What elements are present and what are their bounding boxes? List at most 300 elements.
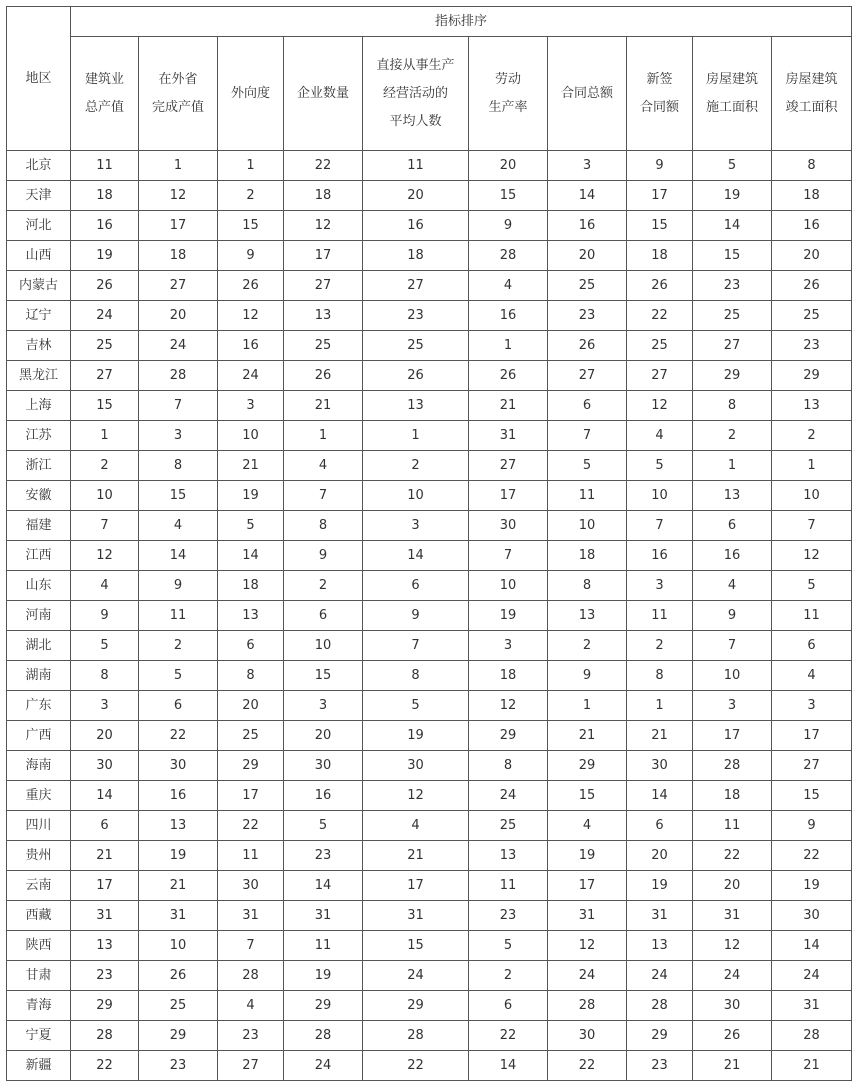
- rank-cell: 5: [284, 811, 363, 841]
- rank-cell: 12: [469, 691, 548, 721]
- rank-cell: 28: [772, 1021, 852, 1051]
- rank-cell: 3: [548, 151, 627, 181]
- rank-cell: 25: [363, 331, 469, 361]
- rank-cell: 9: [469, 211, 548, 241]
- rank-cell: 3: [693, 691, 772, 721]
- rank-cell: 26: [284, 361, 363, 391]
- column-header-row: [7, 37, 852, 151]
- table-row: [7, 601, 852, 631]
- rank-cell: 12: [627, 391, 693, 421]
- rank-cell: 23: [693, 271, 772, 301]
- rank-cell: 18: [469, 661, 548, 691]
- rank-cell: 3: [71, 691, 139, 721]
- rank-cell: 20: [363, 181, 469, 211]
- rank-cell: 9: [139, 571, 218, 601]
- rank-cell: 21: [284, 391, 363, 421]
- table-row: [7, 271, 852, 301]
- rank-cell: 30: [218, 871, 284, 901]
- region-cell: 新疆: [7, 1051, 71, 1081]
- rank-cell: 5: [139, 661, 218, 691]
- column-header-line: 合同总额: [560, 85, 613, 101]
- rank-cell: 14: [139, 541, 218, 571]
- rank-cell: 11: [71, 151, 139, 181]
- rank-cell: 16: [71, 211, 139, 241]
- rank-cell: 22: [139, 721, 218, 751]
- rank-cell: 12: [139, 181, 218, 211]
- rank-cell: 4: [218, 991, 284, 1021]
- rank-cell: 15: [363, 931, 469, 961]
- rank-cell: 9: [284, 541, 363, 571]
- rank-cell: 23: [548, 301, 627, 331]
- rank-cell: 26: [71, 271, 139, 301]
- rank-cell: 5: [218, 511, 284, 541]
- rank-cell: 16: [772, 211, 852, 241]
- table-row: [7, 301, 852, 331]
- region-cell: 江西: [7, 541, 71, 571]
- rank-cell: 2: [139, 631, 218, 661]
- rank-cell: 30: [139, 751, 218, 781]
- rank-cell: 10: [772, 481, 852, 511]
- rank-cell: 2: [548, 631, 627, 661]
- rank-cell: 4: [284, 451, 363, 481]
- table-row: [7, 211, 852, 241]
- rank-cell: 30: [469, 511, 548, 541]
- rank-cell: 30: [627, 751, 693, 781]
- rank-cell: 22: [548, 1051, 627, 1081]
- rank-cell: 31: [218, 901, 284, 931]
- rank-cell: 25: [469, 811, 548, 841]
- rank-cell: 12: [71, 541, 139, 571]
- table-row: [7, 361, 852, 391]
- rank-cell: 1: [218, 151, 284, 181]
- table-row: [7, 841, 852, 871]
- column-header: [363, 37, 469, 151]
- rank-cell: 22: [71, 1051, 139, 1081]
- rank-cell: 23: [218, 1021, 284, 1051]
- column-header-line: 企业数量: [296, 85, 349, 101]
- table-body: [7, 151, 852, 1081]
- rank-cell: 19: [548, 841, 627, 871]
- rank-cell: 18: [548, 541, 627, 571]
- rank-cell: 24: [363, 961, 469, 991]
- rank-cell: 25: [218, 721, 284, 751]
- rank-cell: 12: [284, 211, 363, 241]
- rank-cell: 19: [772, 871, 852, 901]
- rank-cell: 3: [627, 571, 693, 601]
- column-header-line: 在外省: [158, 71, 198, 87]
- region-cell: 海南: [7, 751, 71, 781]
- table-row: [7, 1021, 852, 1051]
- region-cell: 重庆: [7, 781, 71, 811]
- rank-cell: 24: [772, 961, 852, 991]
- column-header-line: 生产率: [488, 99, 528, 115]
- rank-cell: 20: [218, 691, 284, 721]
- rank-cell: 6: [218, 631, 284, 661]
- rank-cell: 22: [469, 1021, 548, 1051]
- region-cell: 甘肃: [7, 961, 71, 991]
- rank-cell: 10: [627, 481, 693, 511]
- column-header-line: 竣工面积: [785, 99, 838, 115]
- column-header: [71, 37, 139, 151]
- rank-cell: 10: [284, 631, 363, 661]
- rank-cell: 21: [627, 721, 693, 751]
- table-row: [7, 151, 852, 181]
- column-header-line: 劳动: [494, 71, 521, 87]
- region-cell: 江苏: [7, 421, 71, 451]
- rank-cell: 21: [139, 871, 218, 901]
- rank-cell: 13: [284, 301, 363, 331]
- rank-cell: 13: [218, 601, 284, 631]
- rank-cell: 4: [469, 271, 548, 301]
- table-row: [7, 991, 852, 1021]
- rank-cell: 31: [772, 991, 852, 1021]
- ranking-table-container: [6, 6, 852, 1081]
- rank-cell: 25: [627, 331, 693, 361]
- rank-cell: 29: [363, 991, 469, 1021]
- rank-cell: 17: [71, 871, 139, 901]
- region-cell: 辽宁: [7, 301, 71, 331]
- rank-cell: 14: [71, 781, 139, 811]
- rank-cell: 30: [772, 901, 852, 931]
- rank-cell: 16: [284, 781, 363, 811]
- rank-cell: 30: [363, 751, 469, 781]
- rank-cell: 19: [363, 721, 469, 751]
- rank-cell: 29: [139, 1021, 218, 1051]
- region-cell: 山东: [7, 571, 71, 601]
- rank-cell: 20: [469, 151, 548, 181]
- rank-cell: 24: [469, 781, 548, 811]
- rank-cell: 1: [469, 331, 548, 361]
- rank-cell: 19: [469, 601, 548, 631]
- rank-cell: 24: [71, 301, 139, 331]
- table-row: [7, 541, 852, 571]
- rank-cell: 2: [284, 571, 363, 601]
- rank-cell: 14: [772, 931, 852, 961]
- region-cell: 西藏: [7, 901, 71, 931]
- rank-cell: 6: [139, 691, 218, 721]
- region-cell: 内蒙古: [7, 271, 71, 301]
- rank-cell: 26: [548, 331, 627, 361]
- rank-cell: 20: [284, 721, 363, 751]
- rank-cell: 25: [71, 331, 139, 361]
- rank-cell: 6: [627, 811, 693, 841]
- rank-cell: 4: [548, 811, 627, 841]
- table-row: [7, 511, 852, 541]
- table-row: [7, 241, 852, 271]
- rank-cell: 5: [693, 151, 772, 181]
- region-cell: 广西: [7, 721, 71, 751]
- column-header-line: 建筑业: [84, 71, 124, 87]
- rank-cell: 17: [772, 721, 852, 751]
- column-header: [772, 37, 852, 151]
- rank-cell: 2: [363, 451, 469, 481]
- rank-cell: 20: [772, 241, 852, 271]
- rank-cell: 19: [627, 871, 693, 901]
- rank-cell: 22: [693, 841, 772, 871]
- rank-cell: 11: [548, 481, 627, 511]
- rank-cell: 11: [772, 601, 852, 631]
- rank-cell: 12: [693, 931, 772, 961]
- rank-cell: 2: [218, 181, 284, 211]
- rank-cell: 18: [284, 181, 363, 211]
- column-header: [284, 37, 363, 151]
- rank-cell: 8: [363, 661, 469, 691]
- rank-cell: 5: [548, 451, 627, 481]
- rank-cell: 24: [139, 331, 218, 361]
- region-cell: 黑龙江: [7, 361, 71, 391]
- rank-cell: 31: [284, 901, 363, 931]
- rank-cell: 13: [139, 811, 218, 841]
- rank-cell: 13: [469, 841, 548, 871]
- rank-cell: 19: [218, 481, 284, 511]
- rank-cell: 29: [548, 751, 627, 781]
- rank-cell: 17: [548, 871, 627, 901]
- table-row: [7, 871, 852, 901]
- rank-cell: 1: [627, 691, 693, 721]
- rank-cell: 8: [627, 661, 693, 691]
- table-row: [7, 1051, 852, 1081]
- rank-cell: 18: [693, 781, 772, 811]
- rank-cell: 12: [218, 301, 284, 331]
- rank-cell: 26: [693, 1021, 772, 1051]
- rank-cell: 7: [693, 631, 772, 661]
- rank-cell: 7: [71, 511, 139, 541]
- rank-cell: 14: [218, 541, 284, 571]
- rank-cell: 23: [363, 301, 469, 331]
- rank-cell: 18: [139, 241, 218, 271]
- column-header: [693, 37, 772, 151]
- rank-cell: 21: [71, 841, 139, 871]
- region-cell: 吉林: [7, 331, 71, 361]
- rank-cell: 15: [218, 211, 284, 241]
- rank-cell: 21: [548, 721, 627, 751]
- rank-cell: 28: [284, 1021, 363, 1051]
- rank-cell: 9: [363, 601, 469, 631]
- rank-cell: 1: [548, 691, 627, 721]
- ranking-table: [6, 6, 852, 1081]
- rank-cell: 21: [693, 1051, 772, 1081]
- rank-cell: 4: [71, 571, 139, 601]
- rank-cell: 26: [139, 961, 218, 991]
- rank-cell: 31: [469, 421, 548, 451]
- rank-cell: 6: [284, 601, 363, 631]
- rank-cell: 31: [71, 901, 139, 931]
- rank-cell: 20: [139, 301, 218, 331]
- rank-cell: 6: [772, 631, 852, 661]
- rank-cell: 7: [627, 511, 693, 541]
- region-cell: 宁夏: [7, 1021, 71, 1051]
- rank-cell: 21: [363, 841, 469, 871]
- region-cell: 山西: [7, 241, 71, 271]
- rank-cell: 5: [469, 931, 548, 961]
- rank-cell: 3: [772, 691, 852, 721]
- rank-cell: 9: [627, 151, 693, 181]
- rank-cell: 27: [218, 1051, 284, 1081]
- column-header-line: 合同额: [639, 99, 679, 115]
- rank-cell: 10: [139, 931, 218, 961]
- rank-cell: 7: [548, 421, 627, 451]
- column-header: [218, 37, 284, 151]
- rank-cell: 12: [772, 541, 852, 571]
- rank-cell: 4: [772, 661, 852, 691]
- rank-cell: 16: [139, 781, 218, 811]
- rank-cell: 3: [284, 691, 363, 721]
- rank-cell: 15: [469, 181, 548, 211]
- table-row: [7, 961, 852, 991]
- region-cell: 浙江: [7, 451, 71, 481]
- rank-cell: 27: [71, 361, 139, 391]
- column-header: [627, 37, 693, 151]
- rank-cell: 27: [627, 361, 693, 391]
- rank-cell: 6: [71, 811, 139, 841]
- rank-cell: 23: [469, 901, 548, 931]
- column-header-line: 外向度: [230, 85, 270, 101]
- rank-cell: 27: [139, 271, 218, 301]
- rank-cell: 2: [693, 421, 772, 451]
- rank-cell: 13: [772, 391, 852, 421]
- column-header-line: 经营活动的: [382, 85, 448, 101]
- rank-cell: 19: [284, 961, 363, 991]
- column-header-line: 完成产值: [151, 99, 204, 115]
- table-row: [7, 481, 852, 511]
- rank-cell: 29: [693, 361, 772, 391]
- rank-cell: 21: [218, 451, 284, 481]
- rank-cell: 25: [139, 991, 218, 1021]
- column-header: [548, 37, 627, 151]
- rank-cell: 10: [548, 511, 627, 541]
- table-row: [7, 751, 852, 781]
- rank-cell: 6: [363, 571, 469, 601]
- table-row: [7, 931, 852, 961]
- rank-cell: 31: [363, 901, 469, 931]
- rank-cell: 7: [469, 541, 548, 571]
- rank-cell: 4: [693, 571, 772, 601]
- rank-cell: 1: [139, 151, 218, 181]
- rank-cell: 4: [627, 421, 693, 451]
- table-row: [7, 451, 852, 481]
- rank-cell: 27: [772, 751, 852, 781]
- rank-cell: 25: [548, 271, 627, 301]
- rank-cell: 11: [627, 601, 693, 631]
- region-cell: 福建: [7, 511, 71, 541]
- rank-cell: 13: [71, 931, 139, 961]
- column-header-line: 平均人数: [389, 113, 442, 129]
- rank-cell: 4: [363, 811, 469, 841]
- rank-cell: 17: [693, 721, 772, 751]
- rank-cell: 3: [469, 631, 548, 661]
- rank-cell: 17: [363, 871, 469, 901]
- rank-cell: 9: [71, 601, 139, 631]
- rank-cell: 27: [363, 271, 469, 301]
- rank-cell: 22: [218, 811, 284, 841]
- rank-cell: 10: [693, 661, 772, 691]
- rank-cell: 21: [772, 1051, 852, 1081]
- table-row: [7, 661, 852, 691]
- rank-cell: 15: [693, 241, 772, 271]
- rank-cell: 1: [363, 421, 469, 451]
- rank-cell: 30: [71, 751, 139, 781]
- rank-cell: 13: [693, 481, 772, 511]
- rank-cell: 2: [772, 421, 852, 451]
- rank-cell: 12: [548, 931, 627, 961]
- table-row: [7, 691, 852, 721]
- rank-cell: 9: [772, 811, 852, 841]
- region-cell: 湖南: [7, 661, 71, 691]
- rank-cell: 10: [469, 571, 548, 601]
- table-row: [7, 571, 852, 601]
- rank-cell: 7: [218, 931, 284, 961]
- table-row: [7, 811, 852, 841]
- rank-cell: 15: [627, 211, 693, 241]
- rank-cell: 8: [139, 451, 218, 481]
- rank-cell: 23: [284, 841, 363, 871]
- rank-cell: 10: [218, 421, 284, 451]
- rank-cell: 15: [548, 781, 627, 811]
- rank-cell: 8: [772, 151, 852, 181]
- rank-cell: 22: [627, 301, 693, 331]
- rank-cell: 17: [627, 181, 693, 211]
- rank-cell: 20: [548, 241, 627, 271]
- region-cell: 广东: [7, 691, 71, 721]
- region-cell: 青海: [7, 991, 71, 1021]
- rank-cell: 4: [139, 511, 218, 541]
- rank-cell: 30: [693, 991, 772, 1021]
- rank-cell: 3: [139, 421, 218, 451]
- rank-cell: 28: [139, 361, 218, 391]
- rank-cell: 8: [548, 571, 627, 601]
- rank-cell: 27: [469, 451, 548, 481]
- rank-cell: 14: [469, 1051, 548, 1081]
- rank-cell: 5: [772, 571, 852, 601]
- rank-cell: 3: [363, 511, 469, 541]
- rank-cell: 16: [627, 541, 693, 571]
- rank-cell: 19: [139, 841, 218, 871]
- rank-cell: 26: [772, 271, 852, 301]
- rank-cell: 3: [218, 391, 284, 421]
- rank-cell: 24: [218, 361, 284, 391]
- rank-cell: 28: [363, 1021, 469, 1051]
- rank-cell: 17: [139, 211, 218, 241]
- rank-cell: 13: [363, 391, 469, 421]
- rank-cell: 25: [772, 301, 852, 331]
- rank-cell: 15: [71, 391, 139, 421]
- rank-cell: 16: [693, 541, 772, 571]
- rank-cell: 20: [627, 841, 693, 871]
- region-cell: 云南: [7, 871, 71, 901]
- region-cell: 天津: [7, 181, 71, 211]
- rank-cell: 25: [693, 301, 772, 331]
- rank-cell: 30: [548, 1021, 627, 1051]
- rank-cell: 23: [627, 1051, 693, 1081]
- rank-cell: 30: [284, 751, 363, 781]
- rank-cell: 18: [363, 241, 469, 271]
- table-row: [7, 421, 852, 451]
- rank-cell: 18: [218, 571, 284, 601]
- column-header-line: 新签: [646, 71, 673, 87]
- rank-cell: 17: [284, 241, 363, 271]
- rank-cell: 11: [469, 871, 548, 901]
- rank-cell: 27: [693, 331, 772, 361]
- rank-cell: 2: [71, 451, 139, 481]
- column-header-line: 房屋建筑: [705, 71, 758, 87]
- rank-cell: 2: [627, 631, 693, 661]
- rank-cell: 28: [548, 991, 627, 1021]
- rank-cell: 14: [627, 781, 693, 811]
- rank-cell: 29: [469, 721, 548, 751]
- rank-cell: 24: [284, 1051, 363, 1081]
- rank-cell: 28: [693, 751, 772, 781]
- column-header: [139, 37, 218, 151]
